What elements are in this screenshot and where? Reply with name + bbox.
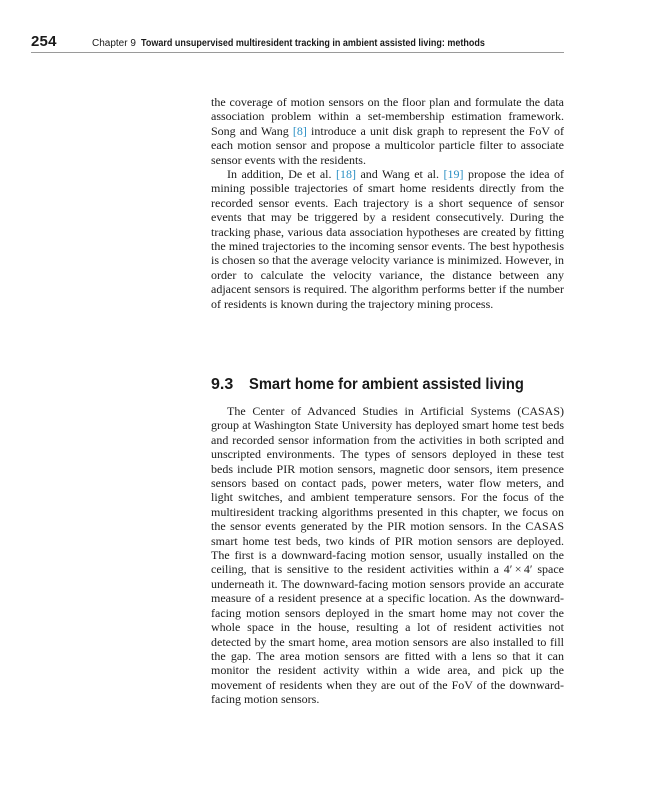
- body-column-section: [211, 404, 564, 707]
- paragraph-trajectory-mining: In addition, De et al. [18] and Wang et al. [19] propose the idea of mining possible trajectories of smart home residents directly from the recorded sensor events. Each trajectory is a short sequence of sensor events that may be triggered by a resident consecutively. During the tracking phase, various data association hypotheses are created by fitting the mined trajectories to the incoming sensor events. The best hypothesis is chosen so that the average velocity variance is minimized. However, in order to calculate the velocity variance, the distance between any adjacent sensors is required. The algorithm performs better if the number of residents is known during the trajectory mining process.: [211, 167, 565, 311]
- citation-link[interactable]: [18]: [336, 167, 356, 182]
- page-number: 254: [31, 33, 57, 50]
- running-head: [31, 32, 564, 53]
- paragraph-casas: The Center of Advanced Studies in Artificial Systems (CASAS) group at Washington State University has deployed smart home test beds and recorded sensor information from the activities in both scripted and unscripted environments. The types of sensors deployed in these test beds include PIR motion sensors, magnetic door sensors, item presence sensors based on contact pads, power meters, water flow meters, and light switches, and ambient temperature sensors. For the focus of the multiresident tracking algorithms presented in this chapter, we focus on the sensor events generated by the PIR motion sensors. In the CASAS smart home test beds, two kinds of PIR motion sensors are deployed. The first is a downward-facing motion sensor, usually installed on the ceiling, that is sensitive to the resident activities within a 4′ × 4′ space underneath it. The downward-facing motion sensors provide an accurate measure of a resident presence at a specific location. As the downward-facing motion sensors deployed in the smart home may not cover the whole space in the house, resulting a lot of resident activities not detected by the smart home, area motion sensors are also installed to fill the gap. The area motion sensors are fitted with a lens so that it can monitor the resident activity within a wide area, and pick up the movement of residents when they are out of the FoV of the downward-facing motion sensors.: [211, 404, 564, 707]
- chapter-number: Chapter 9: [92, 38, 136, 49]
- citation-link[interactable]: [19]: [443, 167, 464, 182]
- section-title: Smart home for ambient assisted living: [249, 376, 524, 393]
- citation-link[interactable]: [8]: [292, 123, 307, 138]
- section-heading: [211, 376, 564, 394]
- chapter-title: Toward unsupervised multiresident tracking in ambient assisted living: methods: [140, 38, 485, 49]
- paragraph-continuation: the coverage of motion sensors on the floor plan and formulate the data association problem within a set-membership estimation framework. Song and Wang [8] introduce a unit disk graph to represent the FoV of each motion sensor and propose a multicolor particle filter to associate sensor events with the residents.: [211, 95, 564, 167]
- body-column-top: [211, 95, 564, 311]
- section-number: 9.3: [211, 376, 234, 393]
- chapter-label: [92, 38, 523, 49]
